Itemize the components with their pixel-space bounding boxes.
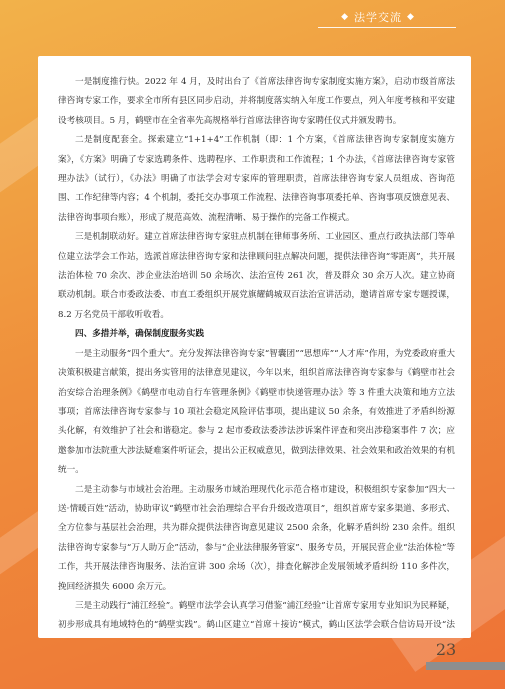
diamond-right-icon: ◆: [407, 12, 415, 22]
paragraph: 三是机制联动好。建立首席法律咨询专家驻点机制在律师事务所、工业园区、重点行政执法部门等单位建立法学会工作站，选派首席法律咨询专家和法律顾问驻点解决问题，提供法律咨询“零距离”，共开展法治体检 70 余次、涉企业法治培训 50 余场次、法治宣传 261 次，普及群众 30 余万人次。建立协商联动机制。联合市委政法委、市直工委组织开展党旗耀鹤城双百法治宣讲活动，邀请首席专家专题授课，8.2 万名党员干部收听收看。: [58, 232, 455, 320]
page-number: 23: [435, 640, 457, 659]
section-title: 法学交流: [354, 11, 402, 24]
page-number-bar: [426, 662, 505, 670]
diamond-left-icon: ◆: [341, 12, 349, 22]
header-divider: [318, 27, 456, 28]
paragraph: 一是主动服务“四个重大”。充分发挥法律咨询专家“智囊团”“思想库”“人才库”作用，为党委政府重大决策积极建言献策，提出务实管用的法律意见建议，今年以来，组织首席法律咨询专家参与《鹤壁市社会治安综合治理条例》《鹤壁市电动自行车管理条例》《鹤壁市快递管理办法》等 3 件重大决策和地方立法事项；首席法律咨询专家参与 10 项社会稳定风险评估事项，提出建议 50 余条，有效推进了矛盾纠纷源头化解，有效维护了社会和谐稳定。参与 2 起市委政法委涉法涉诉案件评查和突出涉稳案事件 7 次；应邀参加市法院重大涉法疑难案件听证会，提出公正权威意见，做到法律效果、社会效果和政治效果的有机统一。: [58, 348, 455, 476]
content-panel: [38, 56, 471, 638]
paragraph: 二是主动参与市域社会治理。主动服务市域治理现代化示范合格市建设，积极组织专家参加“四大一送·情暖百姓”活动，协助审议“鹤壁市社会治理综合平台升级改造项目”，组织首席专家多渠道、多形式、全方位参与基层社会治理，共为群众提供法律咨询意见建议 2500 余条，化解矛盾纠纷 230 余件。组织法律咨询专家参与“万人助万企”活动，参与“企业法律服务管家”、服务专员，开展民营企业“法治体检”等工作，共开展法律咨询服务、法治宣讲 300 余场（次），排查化解涉企发展领域矛盾纠纷 110 多件次，挽回经济损失 6000 余万元。: [58, 484, 455, 592]
paragraph: 一是制度推行快。2022 年 4 月，及时出台了《首席法律咨询专家制度实施方案》，启动市级首席法律咨询专家工作，要求全市所有县区同步启动，并将制度落实纳入年度工作要点，列入年度考核和平安建设考核项目。5 月，鹤壁市在全省率先高规格举行首席法律咨询专家聘任仪式并颁发聘书。: [58, 77, 455, 126]
section-heading: 四、多措并举，确保制度服务实践: [75, 329, 204, 340]
article-body: [58, 73, 455, 638]
paragraph: 二是制度配套全。探索建立“1+1+4”工作机制（即：1 个方案，《首席法律咨询专家制度实施方案》，《方案》明确了专家选聘条件、选聘程序、工作职责和工作流程；1 个办法，《首席法律咨询专家管理办法》（试行），《办法》明确了市法学会对专家库的管理职责，首席法律咨询专家人员组成、咨询范围、工作纪律等内容；4 个机制，委托交办事项工作流程、法律咨询事项委托单、咨询事项反馈意见表、法律咨询事项台账），形成了规范高效、流程清晰、易于操作的完备工作模式。: [58, 135, 455, 223]
section-header: [318, 6, 438, 28]
paragraph: 三是主动践行“浦江经验”。鹤壁市法学会认真学习借鉴“浦江经验”让首席专家用专业知识为民释疑，初步形成具有地域特色的“鹤壁实践”。鹤山区建立“首席＋接访”模式，鹤山区法学会联合信访局开设“法: [58, 600, 455, 631]
